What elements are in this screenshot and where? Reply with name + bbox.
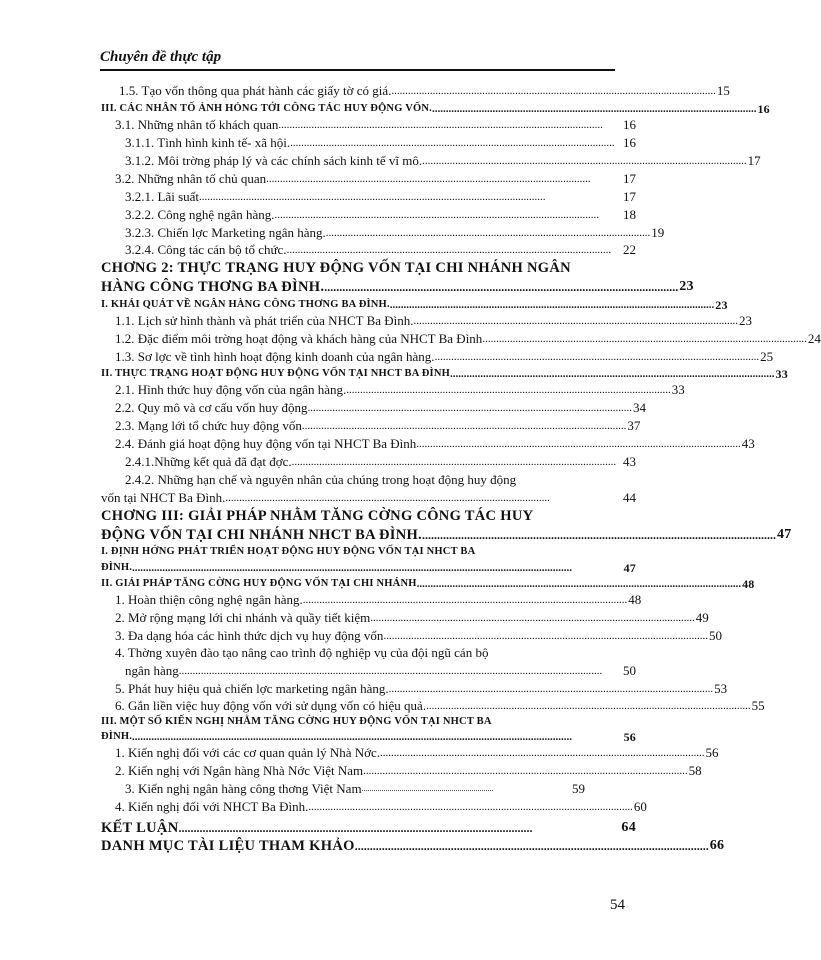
toc-entry-text: II. GIẢI PHÁP TĂNG CỜNG HUY ĐỘNG VỐN TẠI CHI NHÁNH — [101, 578, 417, 589]
toc-entry-page: 17 — [623, 189, 636, 204]
toc-entry — [101, 279, 694, 295]
toc-entry — [101, 781, 585, 797]
dot-leader: ................................................................................................................................................................ — [132, 562, 573, 574]
dot-leader: .......................................................................................................................................................... — [178, 665, 603, 677]
toc-entry-text: 5. Phát huy hiệu quả chiến lợc marketing ngân hàng. — [115, 681, 389, 696]
toc-entry-text: 1.1. Lịch sử hình thành và phát triển của NHCT Ba Đình. — [115, 313, 414, 328]
toc-entry-page: 25 — [760, 349, 774, 364]
toc-entry — [101, 527, 792, 543]
dot-leader: ...................................................................................................................... — [354, 839, 709, 853]
toc-entry — [101, 331, 821, 347]
toc-entry — [101, 349, 774, 365]
toc-entry-page: 34 — [632, 400, 646, 415]
toc-entry-text: 1.2. Đặc điểm môi trờng hoạt động và khách hàng của NHCT Ba Đình — [115, 331, 483, 346]
toc-entry — [101, 189, 636, 205]
dot-leader: ...................................................................................................................... — [346, 384, 671, 396]
toc-entry — [101, 763, 702, 779]
dot-leader: ...................................................................................................................... — [286, 244, 612, 256]
toc-entry-text: vốn tại NHCT Ba Đình. — [101, 490, 226, 505]
dot-leader: .............................................................................................................................. — [199, 191, 546, 203]
dot-leader: ...................................................................................................................... — [266, 173, 591, 185]
toc-entry-page: 47 — [777, 527, 792, 542]
dot-leader: ...................................................................................................................... — [274, 209, 599, 221]
toc-entry-text: I. KHÁI QUÁT VỀ NGÂN HÀNG CÔNG THƠNG BA ĐÌNH. — [101, 299, 390, 310]
toc-entry-page: 59 — [572, 781, 585, 796]
dot-leader: ...................................................................................................................... — [325, 227, 651, 239]
toc-entry — [101, 490, 636, 506]
toc-entry — [101, 242, 636, 258]
dot-leader: ...................................................................................................................... — [388, 683, 714, 695]
dot-leader: ...................................................................................................................... — [391, 85, 716, 97]
toc-entry-page: 33 — [775, 367, 788, 381]
chapter-heading-line: CHƠNG 2: THỰC TRẠNG HUY ĐỘNG VỐN TẠI CHI NHÁNH NGÂN — [101, 260, 571, 276]
toc-entry-text: 2. Mở rộng mạng lới chi nhánh và quầy tiết kiệm — [115, 610, 371, 625]
toc-entry-text: DANH MỤC TÀI LIỆU THAM KHẢO — [101, 838, 355, 854]
dot-leader: ...................................................................................................................... — [324, 280, 679, 294]
dot-leader: ...................................................................................................................... — [422, 155, 747, 167]
dot-leader: ...................................................................................................................... — [383, 630, 708, 642]
toc-entry — [101, 745, 719, 761]
dot-leader: ...................................................................................................................... — [416, 438, 741, 450]
toc-entry — [101, 681, 728, 697]
toc-entry — [101, 153, 761, 169]
toc-entry-text: 4. Kiến nghị đối với NHCT Ba Đình. — [115, 799, 309, 814]
toc-entry — [101, 101, 770, 117]
dot-leader: ...................................................................................................................... — [307, 402, 632, 414]
toc-entry-page: 17 — [747, 153, 761, 168]
toc-entry-text: 3.2. Những nhân tố chủ quan — [115, 171, 267, 186]
dot-leader: ...................................................................................................................... — [278, 119, 603, 131]
dot-leader: ...................................................................................................................... — [431, 103, 757, 115]
toc-entry — [101, 297, 728, 313]
dot-leader: ...................................................................................................................... — [389, 299, 715, 311]
toc-entry-text: HÀNG CÔNG THƠNG BA ĐÌNH. — [101, 279, 325, 295]
toc-entry-page: 53 — [714, 681, 728, 696]
toc-entry-text: 2.3. Mạng lới tổ chức huy động vốn — [115, 418, 302, 433]
toc-entry-text: 2.4.1.Những kết quả đã đạt đợc. — [125, 454, 292, 469]
dot-leader: ...................................................................................................................... — [413, 315, 739, 327]
toc-entry — [101, 838, 725, 854]
toc-entry-page: 33 — [671, 382, 685, 397]
toc-entry-line: 2.4.2. Những hạn chế và nguyên nhân của chúng trong hoạt động huy động — [125, 472, 517, 487]
toc-entry-text: II. THỰC TRẠNG HOẠT ĐỘNG HUY ĐỘNG VỐN TẠI NHCT BA ĐÌNH — [101, 368, 450, 379]
dot-leader: .................................................................. — [361, 784, 494, 793]
toc-entry-page: 19 — [651, 225, 665, 240]
toc-entry-line: 4. Thờng xuyên đào tạo nâng cao trình độ nghiệp vụ của đội ngũ cán bộ — [115, 645, 489, 660]
toc-entry-text: ngân hàng — [125, 663, 179, 678]
dot-leader: ...................................................................................................................... — [302, 594, 628, 606]
toc-entry — [101, 729, 636, 745]
toc-entry-page: 56 — [705, 745, 719, 760]
toc-entry-text: 1. Hoàn thiện công nghệ ngân hàng. — [115, 592, 303, 607]
toc-entry-page: 17 — [623, 171, 636, 186]
dot-leader: ...................................................................................................................... — [450, 368, 775, 380]
dot-leader: ................................................................................................................................................................ — [132, 731, 573, 743]
dot-leader: ...................................................................................................................... — [225, 492, 550, 504]
toc-entry — [101, 207, 636, 223]
toc-entry-page: 64 — [621, 820, 636, 835]
chapter-heading-line: CHƠNG III: GIẢI PHÁP NHẰM TĂNG CỜNG CÔNG TÁC HUY — [101, 508, 534, 524]
toc-entry — [101, 799, 647, 815]
toc-entry-text: 3.2.3. Chiến lợc Marketing ngân hàng. — [125, 225, 326, 240]
dot-leader: ...................................................................................................................... — [178, 821, 533, 835]
toc-entry — [101, 610, 709, 626]
dot-leader: ...................................................................................................................... — [363, 765, 688, 777]
toc-entry-text: 3. Đa dạng hóa các hình thức dịch vụ huy động vốn — [115, 628, 384, 643]
toc-entry-page: 37 — [627, 418, 641, 433]
toc-entry-page: 23 — [739, 313, 753, 328]
toc-entry-page: 23 — [715, 298, 728, 312]
dot-leader: ...................................................................................................................... — [422, 528, 776, 542]
dot-leader: ...................................................................................................................... — [290, 137, 615, 149]
toc-entry — [101, 592, 642, 608]
toc-entry — [101, 820, 636, 836]
toc-entry-page: 16 — [757, 102, 770, 116]
toc-entry-page: 60 — [633, 799, 647, 814]
toc-entry-page: 18 — [623, 207, 636, 222]
toc-entry-page: 55 — [751, 698, 765, 713]
toc-entry — [101, 366, 788, 382]
toc-entry-text: KẾT LUẬN — [101, 820, 179, 836]
toc-entry-text: ĐỘNG VỐN TẠI CHI NHÁNH NHCT BA ĐÌNH. — [101, 527, 422, 543]
toc-entry-text: 3.1. Những nhân tố khách quan — [115, 117, 279, 132]
toc-entry-line: I. ĐỊNH HỚNG PHÁT TRIỂN HOẠT ĐỘNG HUY ĐỘNG VỐN TẠI NHCT BA — [101, 546, 476, 557]
toc-entry-text: 3. Kiến nghị ngân hàng công thơng Việt Nam — [125, 781, 362, 796]
toc-entry — [101, 663, 636, 679]
toc-entry-line: III. MỘT SỐ KIẾN NGHỊ NHẰM TĂNG CỜNG HUY ĐỘNG VỐN TẠI NHCT BA — [101, 716, 492, 727]
toc-entry-text: 3.1.1. Tình hình kinh tế- xã hội. — [125, 135, 291, 150]
table-of-contents — [101, 0, 821, 960]
toc-entry — [101, 698, 765, 714]
toc-entry-page: 56 — [623, 730, 636, 744]
toc-entry — [101, 83, 730, 99]
toc-entry-page: 50 — [708, 628, 722, 643]
dot-leader: ...................................................................................................................... — [416, 578, 742, 590]
toc-entry — [101, 313, 753, 329]
dot-leader: ...................................................................................................................... — [291, 456, 617, 468]
dot-leader: ...................................................................................................................... — [380, 747, 705, 759]
toc-entry-page: 22 — [623, 242, 636, 257]
toc-entry-page: 16 — [623, 135, 636, 150]
toc-entry — [101, 382, 685, 398]
toc-entry-text: 1.3. Sơ lợc về tình hình hoạt động kinh doanh của ngân hàng. — [115, 349, 435, 364]
toc-entry-page: 66 — [709, 838, 725, 853]
toc-entry-page: 15 — [716, 83, 730, 98]
toc-entry — [101, 418, 641, 434]
toc-entry — [101, 171, 636, 187]
toc-entry-text: ĐÌNH. — [101, 731, 133, 742]
toc-entry-text: 6. Gắn liền việc huy động vốn với sử dụng vốn có hiệu quả. — [115, 698, 427, 713]
toc-entry-page: 50 — [623, 663, 636, 678]
toc-entry-text: III. CÁC NHÂN TỐ ẢNH HỎNG TỚI CÔNG TÁC HUY ĐỘNG VỐN. — [101, 103, 432, 114]
dot-leader: ...................................................................................................................... — [370, 612, 695, 624]
toc-entry-text: 1.5. Tạo vốn thông qua phát hành các giấy tờ có giá. — [119, 83, 392, 98]
toc-entry-page: 43 — [623, 454, 636, 469]
page-number: 54 — [610, 897, 625, 913]
toc-entry — [101, 454, 636, 470]
toc-entry-page: 16 — [623, 117, 636, 132]
dot-leader: ...................................................................................................................... — [301, 420, 627, 432]
toc-entry-page: 49 — [695, 610, 709, 625]
toc-entry-page: 58 — [688, 763, 702, 778]
toc-entry-text: 1. Kiến nghị đối với các cơ quan quản lý Nhà Nớc. — [115, 745, 381, 760]
toc-entry — [101, 436, 755, 452]
toc-entry — [101, 135, 636, 151]
dot-leader: ...................................................................................................................... — [482, 333, 807, 345]
toc-entry-page: 48 — [742, 577, 755, 591]
toc-entry-text: 3.1.2. Môi trờng pháp lý và các chính sách kinh tế vĩ mô. — [125, 153, 423, 168]
toc-entry-text: 2.1. Hình thức huy động vốn của ngân hàng. — [115, 382, 347, 397]
dot-leader: ...................................................................................................................... — [434, 351, 760, 363]
toc-entry-text: 3.2.2. Công nghệ ngân hàng. — [125, 207, 275, 222]
toc-entry — [101, 400, 646, 416]
toc-entry-text: 3.2.4. Công tác cán bộ tổ chức. — [125, 242, 287, 257]
toc-entry-text: 2.2. Quy mô và cơ cấu vốn huy động — [115, 400, 308, 415]
toc-entry-page: 48 — [628, 592, 642, 607]
dot-leader: ...................................................................................................................... — [308, 801, 633, 813]
toc-entry-text: 2.4. Đánh giá hoạt động huy động vốn tại NHCT Ba Đình — [115, 436, 417, 451]
toc-entry-text: 3.2.1. Lãi suất — [125, 189, 200, 204]
toc-entry — [101, 576, 755, 592]
toc-entry — [101, 225, 665, 241]
toc-entry-page: 23 — [679, 279, 694, 294]
toc-entry — [101, 628, 722, 644]
toc-entry-page: 47 — [623, 561, 636, 575]
toc-entry-page: 43 — [741, 436, 755, 451]
toc-entry-text: ĐÌNH. — [101, 562, 133, 573]
toc-entry-text: 2. Kiến nghị với Ngân hàng Nhà Nớc Việt Nam — [115, 763, 364, 778]
toc-entry — [101, 117, 636, 133]
dot-leader: ...................................................................................................................... — [426, 700, 751, 712]
toc-entry-page: 44 — [623, 490, 636, 505]
running-header: Chuyên đề thực tập — [100, 49, 222, 65]
toc-entry — [101, 560, 636, 576]
toc-entry-page: 24 — [807, 331, 821, 346]
